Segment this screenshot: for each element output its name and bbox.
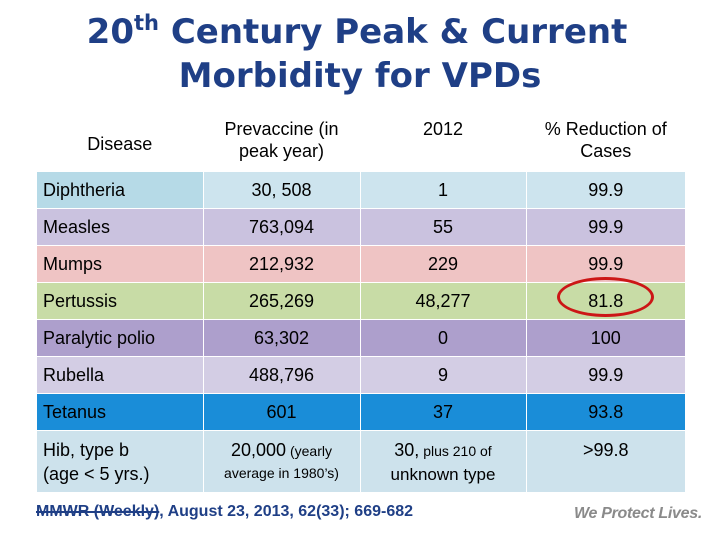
hib-prevaccine-note: (yearly: [286, 442, 332, 459]
cell-prevaccine: 63,302: [203, 319, 360, 356]
hib-prevaccine-value: 20,000: [231, 439, 287, 460]
header-2012: 2012: [360, 113, 526, 171]
cell-reduction: 99.9: [526, 208, 685, 245]
title-line-1: 20th Century Peak & Current: [86, 11, 628, 52]
cell-2012: 1: [360, 171, 526, 208]
pertussis-highlight-circle: [557, 277, 654, 317]
table-row: [37, 245, 685, 282]
cell-2012: 48,277: [360, 282, 526, 319]
cell-disease: Pertussis: [37, 282, 203, 319]
cell-2012: 37: [360, 393, 526, 430]
cell-disease: Mumps: [37, 245, 203, 282]
cell-reduction: 99.9: [526, 356, 685, 393]
cell-disease: Rubella: [37, 356, 203, 393]
cell-prevaccine: 601: [203, 393, 360, 430]
citation-source: MMWR (Weekly): [36, 503, 160, 520]
cell-reduction: 93.8: [526, 393, 685, 430]
table-row: [37, 171, 685, 208]
cell-reduction: >99.8: [526, 430, 685, 492]
cell-prevaccine: 30, 508: [203, 171, 360, 208]
hib-2012-value: 30,: [394, 439, 420, 460]
table-row: [37, 393, 685, 430]
table-header-row: [37, 113, 685, 171]
citation-details: , August 23, 2013, 62(33); 669-682: [159, 503, 414, 520]
cell-prevaccine: [203, 430, 360, 492]
title-line-2: Morbidity for VPDs: [178, 56, 542, 96]
hib-disease-line2: (age < 5 yrs.): [43, 463, 150, 484]
cell-reduction: 81.8: [526, 282, 685, 319]
source-citation: [36, 503, 413, 521]
hib-disease-line1: Hib, type b: [43, 439, 130, 460]
table-row: [37, 356, 685, 393]
cell-2012: 55: [360, 208, 526, 245]
table-row: [37, 208, 685, 245]
cell-reduction: 100: [526, 319, 685, 356]
table-row: [37, 319, 685, 356]
footer-tagline: We Protect Lives.: [574, 505, 702, 522]
cell-disease: [37, 430, 203, 492]
title-superscript: th: [133, 11, 159, 35]
header-reduction: % Reduction of Cases: [526, 113, 685, 171]
cell-disease: Diphtheria: [37, 171, 203, 208]
cell-prevaccine: 488,796: [203, 356, 360, 393]
hib-prevaccine-note-line2: average in 1980’s): [224, 464, 339, 481]
table-row: [37, 430, 685, 492]
cell-disease: Tetanus: [37, 393, 203, 430]
header-disease: Disease: [37, 113, 203, 171]
cell-prevaccine: 212,932: [203, 245, 360, 282]
cell-2012: [360, 430, 526, 492]
hib-2012-note-line2: unknown type: [390, 464, 496, 484]
cell-reduction: 99.9: [526, 245, 685, 282]
slide-title: [0, 10, 720, 98]
header-prevaccine: Prevaccine (in peak year): [203, 113, 360, 171]
cell-2012: 0: [360, 319, 526, 356]
cell-2012: 9: [360, 356, 526, 393]
cell-2012: 229: [360, 245, 526, 282]
cell-prevaccine: 763,094: [203, 208, 360, 245]
cell-reduction: 99.9: [526, 171, 685, 208]
cell-disease: Measles: [37, 208, 203, 245]
cell-prevaccine: 265,269: [203, 282, 360, 319]
cell-disease: Paralytic polio: [37, 319, 203, 356]
hib-2012-note: plus 210 of: [419, 442, 492, 459]
